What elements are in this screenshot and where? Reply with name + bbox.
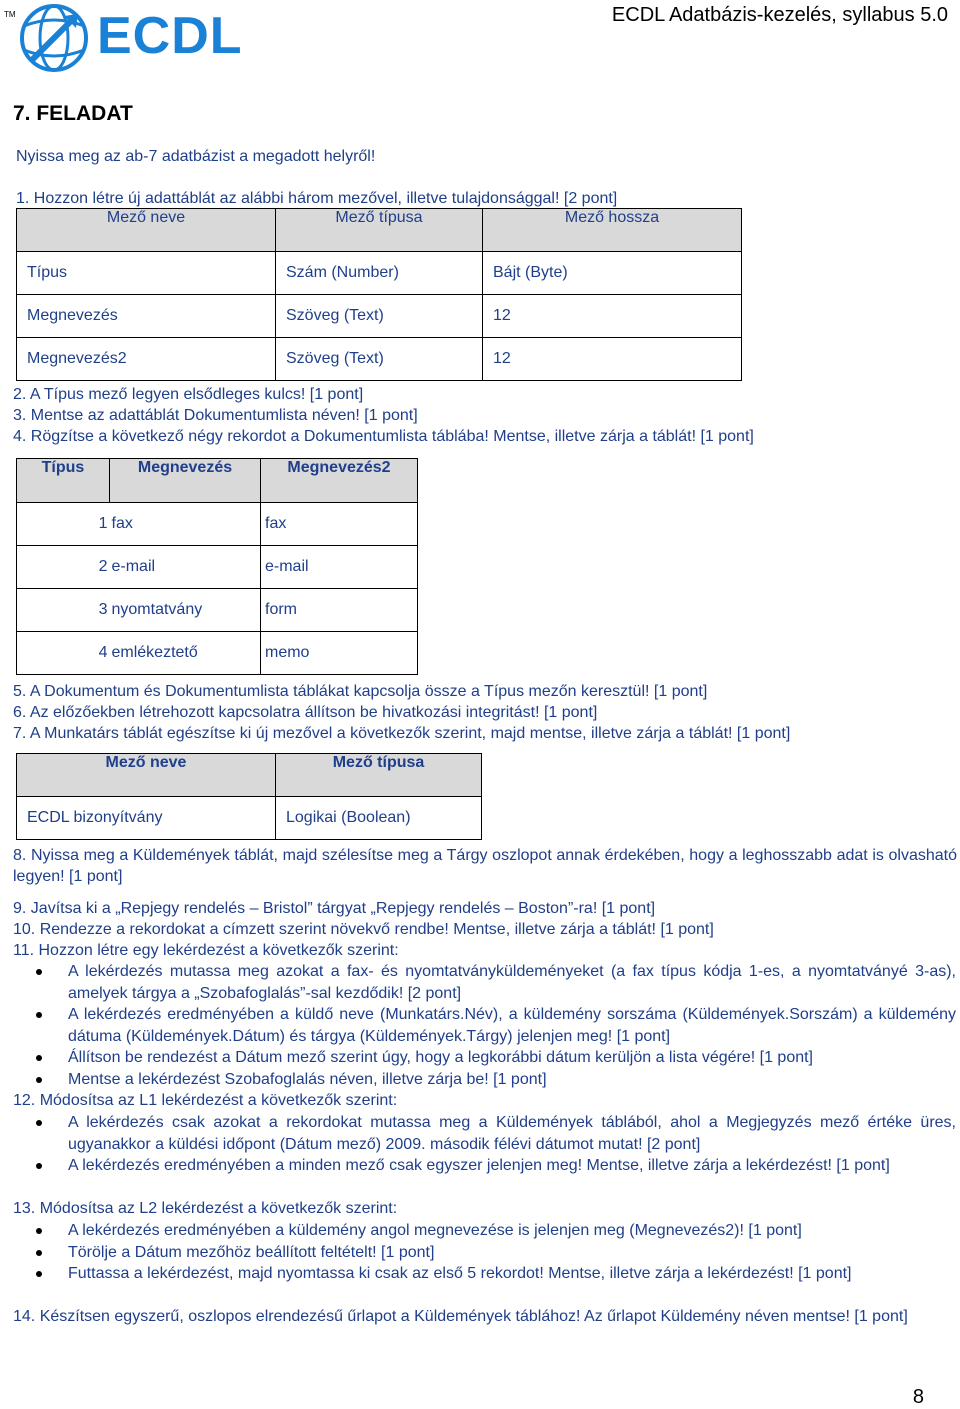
table-cell: Szöveg (Text) (276, 295, 483, 338)
table-cell: 12 (483, 338, 742, 381)
task-3: 3. Mentse az adattáblát Dokumentumlista néven! [1 pont] (13, 407, 418, 424)
task-4: 4. Rögzítse a következő négy rekordot a Dokumentumlista táblába! Mentse, illetve zárja a táblát! [1 pont] (13, 428, 754, 445)
table-cell: nyomtatvány (110, 589, 261, 632)
table-cell: 2 (17, 546, 110, 589)
list-item: A lekérdezés mutassa meg azokat a fax- és nyomtatványküldeményeket (a fax típus kódja 1-es, a nyomtatványé 3-as), amelyek tárgya a „Szobafoglalás”-sal kezdődik! [2 pont] (34, 961, 956, 1004)
list-item: A lekérdezés eredményében a küldő neve (Munkatárs.Név), a küldemény sorszáma (Küldemények.Sorszám) a küldemény dátuma (Küldemények.Dátum) és tárgya (Küldemények.Tárgy) jelenjen meg! [1 pont] (34, 1004, 956, 1047)
trademark-mark: TM (4, 10, 16, 19)
page-number: 8 (912, 1386, 924, 1408)
ecdl-logo (2, 2, 243, 74)
task-11-bullets (34, 961, 956, 1090)
table-row (17, 252, 742, 295)
list-item: Állítson be rendezést a Dátum mező szerint úgy, hogy a legkorábbi dátum kerüljön a lista végére! [1 pont] (34, 1047, 956, 1069)
task-9: 9. Javítsa ki a „Repjegy rendelés – Bristol” tárgyat „Repjegy rendelés – Boston”-ra! [1 pont] (13, 900, 656, 917)
table-header-row (17, 754, 482, 797)
document-title: ECDL Adatbázis-kezelés, syllabus 5.0 (611, 4, 948, 26)
intro-text: Nyissa meg az ab-7 adatbázist a megadott helyről! (16, 148, 376, 165)
table-cell: 1 (17, 503, 110, 546)
table-row (17, 589, 418, 632)
table-header-cell: Típus (17, 459, 110, 503)
task-2: 2. A Típus mező legyen elsődleges kulcs! [1 pont] (13, 386, 364, 403)
table-header-cell: Megnevezés2 (261, 459, 418, 503)
table-cell: Logikai (Boolean) (276, 797, 482, 840)
table-cell: Bájt (Byte) (483, 252, 742, 295)
table-cell: emlékeztető (110, 632, 261, 675)
table-cell: Megnevezés2 (17, 338, 276, 381)
task-1: 1. Hozzon létre új adattáblát az alábbi három mezővel, illetve tulajdonsággal! [2 pont] (16, 190, 618, 207)
table-header-row (17, 459, 418, 503)
table-header-cell: Mező neve (17, 209, 276, 252)
table-cell: fax (261, 503, 418, 546)
table-cell: Szöveg (Text) (276, 338, 483, 381)
table-cell: e-mail (110, 546, 261, 589)
table-cell: fax (110, 503, 261, 546)
task-11: 11. Hozzon létre egy lekérdezést a következők szerint: (13, 942, 399, 959)
table-header-row (17, 209, 742, 252)
table-header-cell: Mező hossza (483, 209, 742, 252)
table-row (17, 338, 742, 381)
task-13: 13. Módosítsa az L2 lekérdezést a következők szerint: (13, 1200, 398, 1217)
task-8: 8. Nyissa meg a Küldemények táblát, majd szélesítse meg a Tárgy oszlopot annak érdekében, hogy a leghosszabb adat is olvasható legyen! [1 pont] (13, 847, 957, 885)
list-item: Mentse a lekérdezést Szobafoglalás néven, illetve zárja be! [1 pont] (34, 1069, 956, 1091)
table-cell: form (261, 589, 418, 632)
task-14: 14. Készítsen egyszerű, oszlopos elrendezésű űrlapot a Küldemények táblához! Az űrlapot Küldemény néven mentse! [1 pont] (13, 1308, 908, 1325)
task-13-bullets (34, 1220, 956, 1285)
table-cell: ECDL bizonyítvány (17, 797, 276, 840)
new-field-table (16, 753, 482, 840)
table-row (17, 503, 418, 546)
task-12: 12. Módosítsa az L1 lekérdezést a következők szerint: (13, 1092, 398, 1109)
table-cell: Megnevezés (17, 295, 276, 338)
list-item: A lekérdezés eredményében a minden mező csak egyszer jelenjen meg! Mentse, illetve zárja a lekérdezést! [1 pont] (34, 1155, 956, 1177)
table-header-cell: Mező típusa (276, 209, 483, 252)
table-header-cell: Megnevezés (110, 459, 261, 503)
task-12-bullets (34, 1112, 956, 1177)
table-cell: 4 (17, 632, 110, 675)
task-7: 7. A Munkatárs táblát egészítse ki új mezővel a következők szerint, majd mentse, illetve zárja a táblát! [1 pont] (13, 725, 791, 742)
table-row (17, 632, 418, 675)
task-10: 10. Rendezze a rekordokat a címzett szerint növekvő rendbe! Mentse, illetve zárja a táblát! [1 pont] (13, 921, 714, 938)
record-table (16, 458, 418, 675)
logo-text: ECDL (97, 7, 243, 65)
list-item: A lekérdezés eredményében a küldemény angol megnevezése is jelenjen meg (Megnevezés2)! [1 pont] (34, 1220, 956, 1242)
list-item: Törölje a Dátum mezőhöz beállított feltételt! [1 pont] (34, 1242, 956, 1264)
table-header-cell: Mező típusa (276, 754, 482, 797)
table-row (17, 546, 418, 589)
table-cell: Típus (17, 252, 276, 295)
section-heading: 7. FELADAT (13, 102, 133, 125)
table-cell: e-mail (261, 546, 418, 589)
table-cell: memo (261, 632, 418, 675)
table-row (17, 295, 742, 338)
task-5: 5. A Dokumentum és Dokumentumlista táblákat kapcsolja össze a Típus mezőn keresztül! [1 pont] (13, 683, 708, 700)
table-row (17, 797, 482, 840)
table-cell: Szám (Number) (276, 252, 483, 295)
list-item: A lekérdezés csak azokat a rekordokat mutassa meg a Küldemények táblából, ahol a Megjegyzés mező értéke üres, ugyanakkor a küldési időpont (Dátum mező) 2009. második félévi dátumot mutat! [2 pont] (34, 1112, 956, 1155)
task-6: 6. Az előzőekben létrehozott kapcsolatra állítson be hivatkozási integritást! [1 pont] (13, 704, 598, 721)
table-header-cell: Mező neve (17, 754, 276, 797)
field-definition-table (16, 208, 742, 381)
table-cell: 12 (483, 295, 742, 338)
table-cell: 3 (17, 589, 110, 632)
list-item: Futtassa a lekérdezést, majd nyomtassa ki csak az első 5 rekordot! Mentse, illetve zárja a lekérdezést! [1 pont] (34, 1263, 956, 1285)
